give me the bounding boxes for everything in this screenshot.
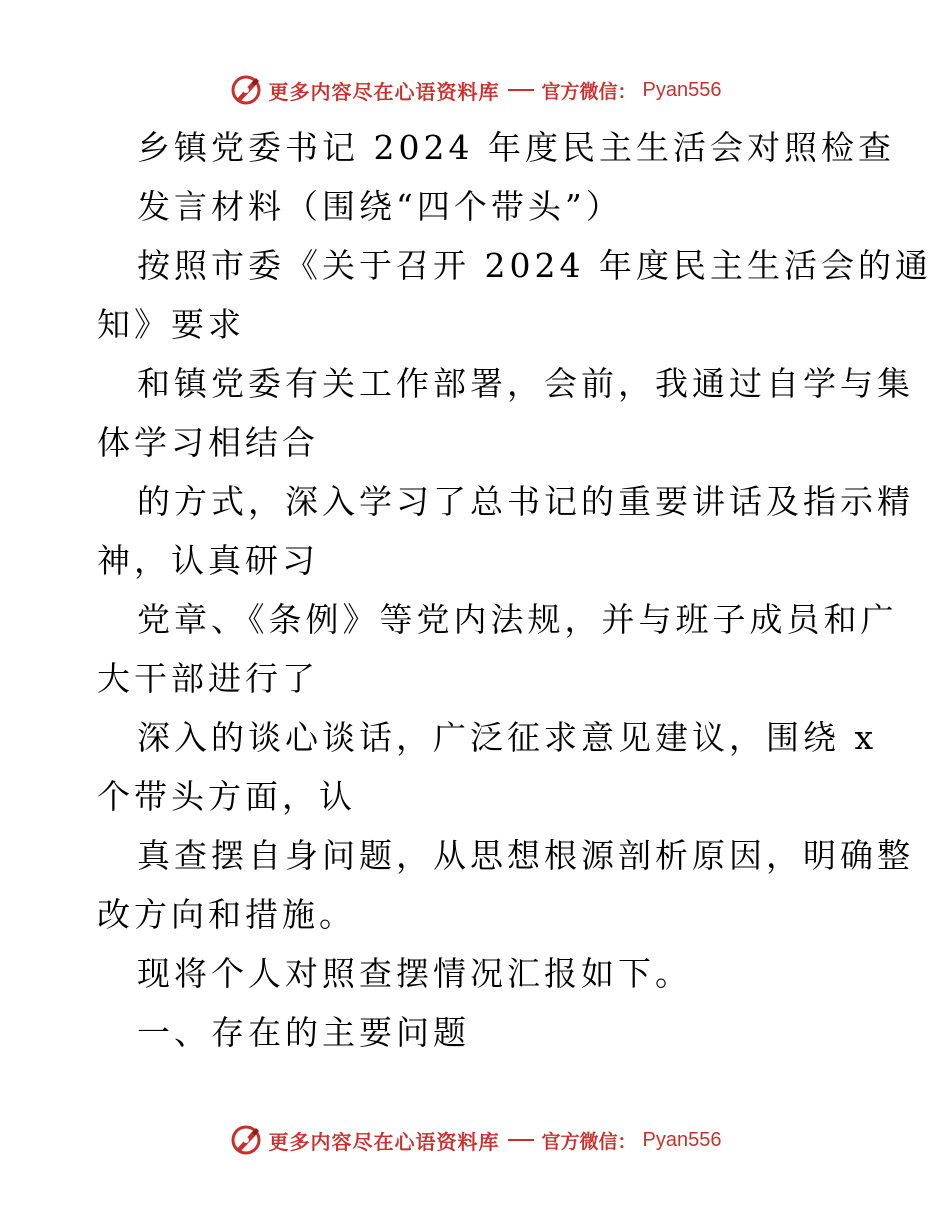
pen-logo-icon xyxy=(229,73,263,107)
watermark-wechat-id: Pyan556 xyxy=(642,78,722,101)
doc-paragraph-line: 深入的谈心谈话，广泛征求意见建议，围绕 x xyxy=(137,718,878,757)
doc-paragraph-line: 和镇党委有关工作部署，会前，我通过自学与集 xyxy=(137,364,914,403)
doc-paragraph-line: 改方向和措施。 xyxy=(97,895,356,934)
doc-paragraph-line: 体学习相结合 xyxy=(97,423,319,462)
doc-paragraph-line: 党章、《条例》等党内法规，并与班子成员和广 xyxy=(137,600,898,639)
watermark-dash xyxy=(508,89,534,91)
doc-section-heading: 一、存在的主要问题 xyxy=(137,1013,470,1052)
watermark-label: 官方微信： xyxy=(541,80,637,103)
doc-paragraph-line: 神，认真研习 xyxy=(97,541,319,580)
watermark-text: 更多内容尽在心语资料库 xyxy=(268,1129,500,1154)
watermark-footer xyxy=(0,1120,950,1160)
doc-paragraph-line: 知》要求 xyxy=(97,305,245,344)
document-body xyxy=(97,118,932,1062)
watermark-label: 官方微信： xyxy=(541,1130,637,1153)
doc-paragraph-line: 个带头方面，认 xyxy=(97,777,356,816)
doc-paragraph-line: 现将个人对照查摆情况汇报如下。 xyxy=(137,954,692,993)
doc-title-line-1: 乡镇党委书记 2024 年度民主生活会对照检查 xyxy=(137,128,895,167)
watermark-header xyxy=(0,70,950,110)
doc-paragraph-line: 真查摆自身问题，从思想根源剖析原因，明确整 xyxy=(137,836,914,875)
watermark-dash xyxy=(508,1139,534,1141)
watermark-wechat-id: Pyan556 xyxy=(642,1128,722,1151)
pen-logo-icon xyxy=(229,1123,263,1157)
doc-paragraph-line: 按照市委《关于召开 2024 年度民主生活会的通 xyxy=(137,246,932,285)
watermark-text: 更多内容尽在心语资料库 xyxy=(268,79,500,104)
doc-paragraph-line: 的方式，深入学习了总书记的重要讲话及指示精 xyxy=(137,482,914,521)
doc-title-line-2: 发言材料（围绕“四个带头”） xyxy=(137,187,623,226)
doc-paragraph-line: 大干部进行了 xyxy=(97,659,319,698)
